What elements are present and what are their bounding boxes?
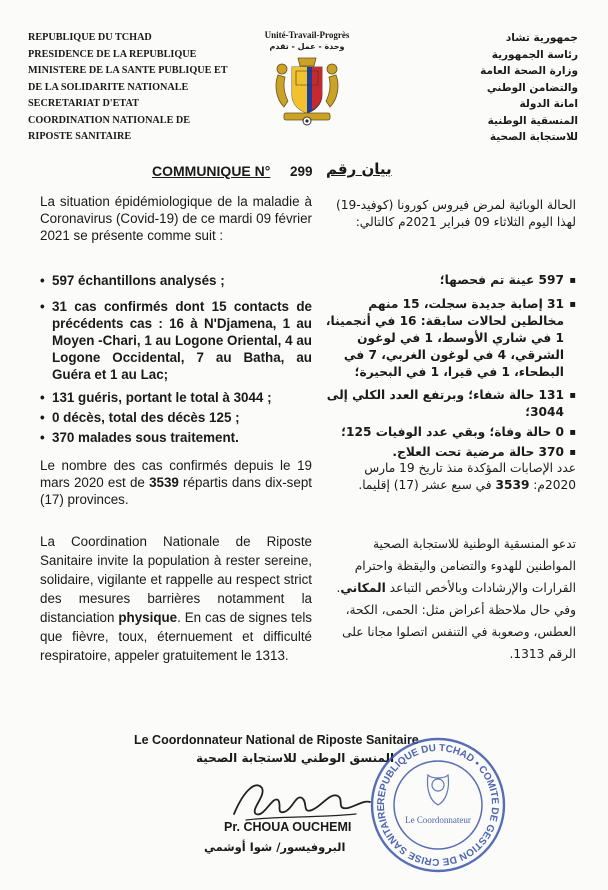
signatory-name-fr: Pr. CHOUA OUCHEMI	[224, 820, 352, 834]
header-ar-line: للاستجابة الصحية	[489, 131, 578, 143]
fr-total-value: 3539	[149, 475, 179, 490]
list-item: • 131 guéris, portant le total à 3044 ;	[40, 389, 312, 406]
coat-of-arms-icon	[270, 55, 344, 127]
header-fr-line: PRESIDENCE DE LA REPUBLIQUE	[28, 48, 197, 60]
motto-french: Unité-Travail-Progrès	[264, 30, 350, 40]
list-item: • 31 cas confirmés dont 15 contacts de précédents cas : 16 à N'Djamena, 1 au Moyen -Chari, 1 au Logone Oriental, 4 au Logone Occidental, 7 au Batha, au Guéra et 1 au Lac;	[40, 298, 312, 383]
communique-label-ar: بيان رقم	[326, 160, 392, 178]
header-fr-line: MINISTERE DE LA SANTE PUBLIQUE ET	[28, 65, 228, 76]
fr-appeal-bold: physique	[118, 610, 178, 625]
motto-arabic: وحدة - عمل - تقدم	[269, 42, 345, 51]
list-item: ▪ 0 حالة وفاة؛ وبقي عدد الوفيات 125؛	[320, 424, 576, 441]
national-motto	[262, 30, 352, 52]
header-arabic	[388, 30, 578, 146]
header-ar-line: وزارة الصحة العامة	[480, 65, 578, 77]
fr-bullet-list	[40, 272, 312, 449]
official-stamp	[368, 735, 508, 875]
header-fr-line: COORDINATION NATIONALE DE	[28, 114, 191, 126]
header-fr-line: DE LA SOLIDARITE NATIONALE	[28, 81, 189, 93]
list-item: ▪ 131 حالة شفاء؛ وبرتفع العدد الكلي إلى 3044؛	[320, 387, 576, 421]
list-item: • 370 malades sous traitement.	[40, 429, 312, 446]
fr-total-paragraph: Le nombre des cas confirmés depuis le 19 mars 2020 est de 3539 répartis dans dix-sept (17) provinces.	[40, 458, 312, 507]
fr-intro: La situation épidémiologique de la maladie à Coronavirus (Covid-19) de ce mardi 09 février 2021 se présente comme suit :	[40, 194, 312, 243]
stamp-outer-text: REPUBLIQUE DU TCHAD • COMITE DE GESTION DE CRISE SANITAIRE	[375, 742, 501, 868]
list-item: ▪ 31 إصابة جديدة سجلت، 15 منهم مخالطين لحالات سابقة: 16 في أنجمينا، 1 في شاري الأوسط، 1 في لوغون الشرقي، 4 في لوغون الغربي، 7 في البطحاء، 1 في قيرا، 1 في البحيرة؛	[320, 296, 576, 381]
header-fr-line: RIPOSTE SANITAIRE	[28, 131, 132, 142]
signatory-name-ar: البروفيسور/ شوا أوشمي	[204, 840, 346, 854]
ar-total-paragraph: عدد الإصابات المؤكدة منذ تاريخ 19 مارس 2020م: 3539 في سبع عشر (17) إقليما.	[358, 461, 576, 492]
list-item: • 0 décès, total des décès 125 ;	[40, 409, 312, 426]
header-french	[28, 30, 248, 146]
coordinator-title-fr: Le Coordonnateur National de Riposte Sanitaire	[134, 733, 419, 747]
coordinator-title-ar: المنسق الوطني للاستجابة الصحية	[196, 751, 395, 765]
header-ar-line: جمهورية تشاد	[505, 32, 578, 44]
list-item: ▪ 597 عينة تم فحصها؛	[320, 272, 576, 289]
header-fr-line: REPUBLIQUE DU TCHAD	[28, 32, 152, 43]
header-ar-line: امانة الدولة	[519, 98, 578, 110]
header-fr-line: SECRETARIAT D'ETAT	[28, 98, 139, 109]
communique-number: 299	[290, 164, 313, 179]
communique-label-fr: COMMUNIQUE N°	[152, 163, 271, 179]
header-ar-line: والتضامن الوطني	[486, 81, 578, 94]
ar-appeal-paragraph: تدعو المنسقية الوطنية للاستجابة الصحية المواطنين للهدوء والتضامن واليقظة واحترام القرارات والإرشادات وبالأخص التباعد المكاني. وفي حال ملاحظة أعراض مثل: الحمى، الكحة، العطس، وصعوبة في التنفس اتصلوا مجانا على الرقم 1313.	[336, 537, 576, 661]
list-item: • 597 échantillons analysés ;	[40, 272, 312, 289]
ar-total-value: 3539	[495, 478, 530, 492]
ar-appeal-bold: المكاني	[340, 581, 386, 595]
ar-intro: الحالة الوبائية لمرض فيروس كورونا (كوفيد-19) لهذا اليوم الثلاثاء 09 فبراير 2021م كالتالي:	[335, 198, 576, 229]
header-ar-line: رئاسة الجمهورية	[491, 48, 578, 61]
fr-appeal-paragraph: La Coordination Nationale de Riposte Sanitaire invite la population à rester sereine, solidaire, vigilante et rappelle au respect strict des mesures barrières notamment la distanciation physique. En cas de signes tels que fièvre, toux, éternuement et difficulté respiratoire, appeler gratuitement le 1313.	[40, 534, 312, 663]
ar-bullet-list	[320, 272, 576, 464]
header-ar-line: المنسقية الوطنية	[487, 114, 578, 127]
stamp-inner-text: Le Coordonnateur	[405, 815, 471, 825]
list-item: ▪ 370 حالة مرضية تحت العلاج.	[320, 444, 576, 461]
